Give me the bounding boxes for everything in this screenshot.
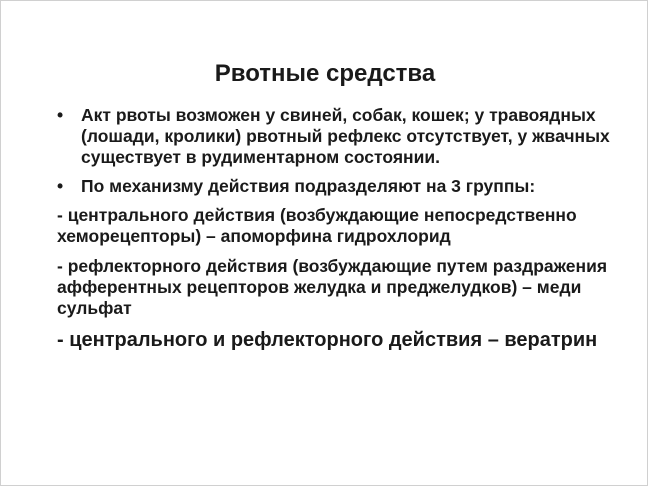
- bullet-item: [57, 105, 612, 168]
- group-reflex: - рефлекторного действия (возбуждающие путем раздражения афферентных рецепторов желудка и преджелудков) – меди сульфат: [57, 256, 608, 318]
- slide-content: [57, 105, 612, 362]
- slide-title: Рвотные средства: [214, 60, 436, 87]
- group-mixed: - центрального и рефлекторного действия – вератрин: [57, 329, 598, 351]
- group-central: - центрального действия (возбуждающие непосредственно хеморецепторы) – апоморфина гидрохлорид: [57, 205, 577, 246]
- bullet-text: По механизму действия подразделяют на 3 группы:: [81, 176, 536, 196]
- bullet-text: Акт рвоты возможен у свиней, собак, кошек; у травоядных (лошади, кролики) рвотный рефлекс отсутствует, у жвачных существует в рудиментарном состоянии.: [81, 105, 610, 167]
- bullet-item: [57, 176, 612, 197]
- bullet-marker: •: [57, 105, 64, 125]
- bullet-marker: •: [57, 176, 64, 196]
